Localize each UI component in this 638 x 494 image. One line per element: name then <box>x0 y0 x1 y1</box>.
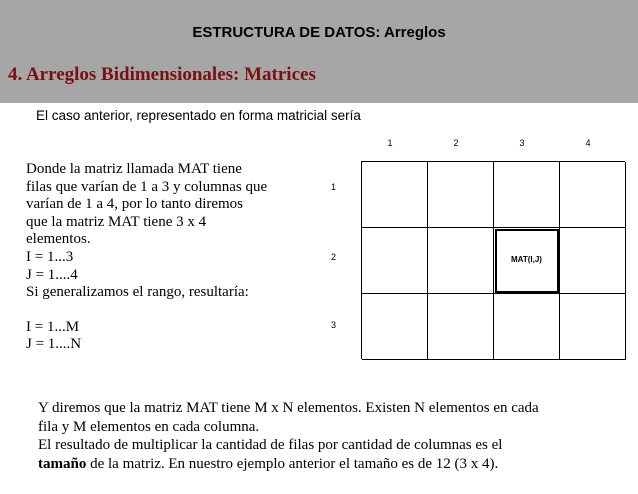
explanation-line: Y diremos que la matriz MAT tiene M x N elementos. Existen N elementos en cada <box>38 400 539 416</box>
cell-label: MAT(I,J) <box>511 255 542 264</box>
row-header: 3 <box>331 320 337 330</box>
column-header: 4 <box>585 138 591 148</box>
matrix-cell <box>560 162 626 228</box>
column-header: 3 <box>519 138 525 148</box>
row-header: 1 <box>331 182 337 192</box>
matrix-grid <box>361 161 625 359</box>
matrix-cell-highlighted <box>494 228 560 294</box>
matrix-cell <box>362 228 428 294</box>
row-header: 2 <box>331 252 337 262</box>
intro-text: El caso anterior, representado en forma matricial sería <box>36 108 361 123</box>
matrix-cell <box>428 162 494 228</box>
matrix-cell <box>362 294 428 360</box>
column-header: 2 <box>453 138 459 148</box>
section-title: 4. Arreglos Bidimensionales: Matrices <box>8 64 316 85</box>
explanation-rest: de la matriz. En nuestro ejemplo anterior el tamaño es de 12 (3 x 4). <box>86 455 499 472</box>
range-i: I = 1...3 <box>26 248 74 265</box>
bottom-explanation <box>38 399 630 473</box>
matrix-cell <box>560 294 626 360</box>
general-range-j: J = 1....N <box>26 336 82 353</box>
explanation-line <box>38 455 630 474</box>
general-range-i: I = 1...M <box>26 318 80 335</box>
bold-term: tamaño <box>38 455 87 472</box>
matrix-cell <box>428 294 494 360</box>
header-band <box>0 0 638 103</box>
explanation-line: El resultado de multiplicar la cantidad de filas por cantidad de columnas es el <box>38 437 503 453</box>
matrix-cell <box>428 228 494 294</box>
description-line: Donde la matriz llamada MAT tiene <box>26 161 242 177</box>
description-line: Si generalizamos el rango, resultaría: <box>26 284 249 301</box>
matrix-cell <box>494 294 560 360</box>
matrix-cell <box>494 162 560 228</box>
explanation-line: fila y M elementos en cada columna. <box>38 418 260 435</box>
matrix-cell <box>362 162 428 228</box>
left-description <box>26 161 316 354</box>
slide-title: ESTRUCTURA DE DATOS: Arreglos <box>192 24 446 41</box>
range-j: J = 1....4 <box>26 266 78 283</box>
column-header: 1 <box>387 138 393 148</box>
description-line: varían de 1 a 4, por lo tanto diremos <box>26 196 244 213</box>
matrix-cell <box>560 228 626 294</box>
description-line: filas que varían de 1 a 3 y columnas que <box>26 178 268 195</box>
description-line: que la matriz MAT tiene 3 x 4 <box>26 213 207 230</box>
description-line: elementos. <box>26 231 91 248</box>
spacer <box>26 302 316 319</box>
